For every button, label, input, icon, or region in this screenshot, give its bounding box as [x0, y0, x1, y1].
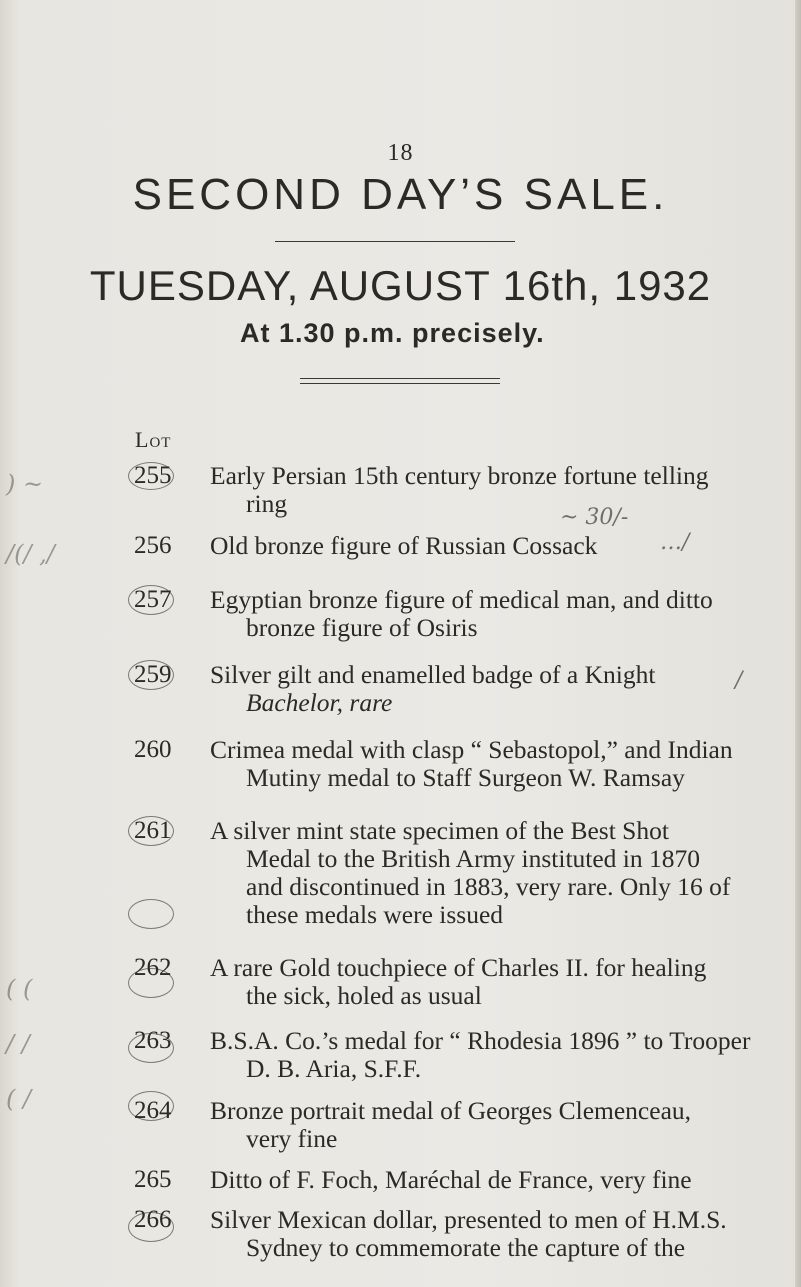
pencil-circle: [128, 899, 174, 929]
margin-annotation: ) ~: [6, 470, 44, 498]
margin-annotation: ( /: [6, 1085, 32, 1113]
time-rule-bottom: [300, 383, 500, 384]
lot-line: Bronze portrait medal of Georges Clemenceau,: [210, 1096, 692, 1125]
handwritten-note: ~ 30/-: [560, 505, 629, 530]
lot-number: 261: [134, 817, 172, 844]
lot-line: very fine: [246, 1124, 338, 1153]
lot-description: [210, 1206, 800, 1262]
lot-number: 265: [134, 1166, 172, 1193]
lot-number: 255: [134, 462, 172, 489]
lot-description: [210, 661, 800, 717]
lot-line: Medal to the British Army instituted in 1870: [246, 844, 701, 873]
lot-number: 257: [134, 586, 172, 613]
lot-line: Early Persian 15th century bronze fortune telling: [210, 461, 709, 490]
lot-line: A silver mint state specimen of the Best Shot: [210, 816, 669, 845]
lot-description: [210, 954, 800, 1010]
handwritten-note: …/: [660, 530, 690, 555]
lot-line: and discontinued in 1883, very rare. Only 16 of: [246, 872, 731, 901]
lot-description: [210, 532, 800, 560]
lot-number: 263: [134, 1027, 172, 1054]
page-number: 18: [387, 140, 414, 166]
sale-time: At 1.30 p.m. precisely.: [240, 318, 545, 348]
lot-line: the sick, holed as usual: [246, 981, 482, 1010]
lot-line: Mutiny medal to Staff Surgeon W. Ramsay: [246, 763, 685, 792]
lot-description: [210, 1027, 800, 1083]
lot-line: Silver Mexican dollar, presented to men of H.M.S.: [210, 1205, 727, 1234]
lot-description: [210, 1166, 800, 1194]
handwritten-note: /: [735, 668, 743, 693]
lot-number: 266: [134, 1206, 172, 1233]
lot-number: 260: [134, 736, 172, 763]
time-rule-top: [300, 378, 500, 379]
lot-description: [210, 1097, 800, 1153]
lot-number: 262: [134, 954, 172, 981]
lot-number: 259: [134, 661, 172, 688]
lot-line: Crimea medal with clasp “ Sebastopol,” and Indian: [210, 735, 733, 764]
margin-annotation: /(/ ,/: [6, 540, 55, 568]
title-rule: [275, 241, 515, 242]
sale-title: SECOND DAY’S SALE.: [132, 170, 669, 219]
lot-line: A rare Gold touchpiece of Charles II. for healing: [210, 953, 707, 982]
lot-column-heading: Lot: [135, 427, 172, 452]
lot-line: D. B. Aria, S.F.F.: [246, 1054, 422, 1083]
margin-annotation: / /: [6, 1030, 30, 1058]
lot-line: B.S.A. Co.’s medal for “ Rhodesia 1896 ” to Trooper: [210, 1026, 751, 1055]
sale-date: TUESDAY, AUGUST 16th, 1932: [89, 262, 712, 309]
lot-line: these medals were issued: [246, 900, 504, 929]
margin-annotation: ( (: [6, 975, 33, 1003]
lot-description: [210, 817, 800, 929]
lot-line: Old bronze figure of Russian Cossack: [210, 531, 598, 560]
lot-number: 264: [134, 1097, 172, 1124]
lot-description: [210, 586, 800, 642]
lot-line: ring: [246, 489, 288, 518]
lot-description: [210, 736, 800, 792]
lot-line: Egyptian bronze figure of medical man, and ditto: [210, 585, 713, 614]
lot-description: [210, 462, 800, 518]
lot-line: bronze figure of Osiris: [246, 613, 478, 642]
lot-line: Sydney to commemorate the capture of the: [246, 1233, 686, 1262]
lot-line: Ditto of F. Foch, Maréchal de France, very fine: [210, 1165, 692, 1194]
lot-number: 256: [134, 532, 172, 559]
lot-line: Bachelor, rare: [246, 688, 393, 717]
lot-line: Silver gilt and enamelled badge of a Knight: [210, 660, 656, 689]
